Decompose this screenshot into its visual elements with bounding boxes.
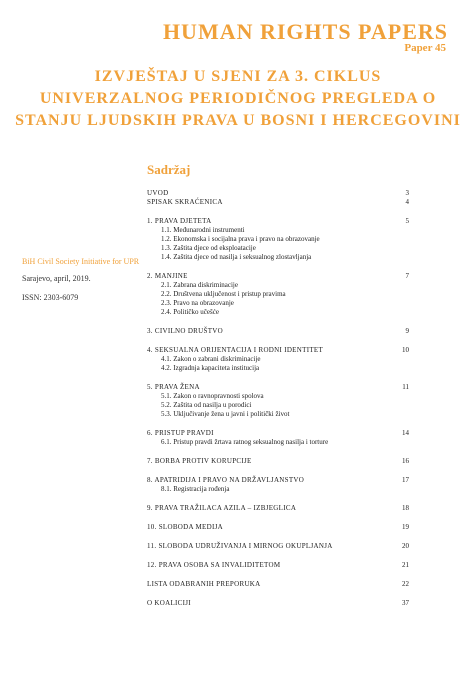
organization: BiH Civil Society Initiative for UPR <box>22 257 140 266</box>
toc-entry-page: 37 <box>402 599 409 607</box>
issn: ISSN: 2303-6079 <box>22 293 79 302</box>
toc-heading: Sadržaj <box>147 162 191 177</box>
toc-group <box>147 542 409 551</box>
series-title: HUMAN RIGHTS PAPERS <box>162 19 448 44</box>
toc-subentry[interactable] <box>147 253 409 262</box>
toc-entry-label: SPISAK SKRAĆENICA <box>147 198 223 206</box>
toc-entry[interactable] <box>147 327 409 336</box>
toc-subentry[interactable] <box>147 364 409 373</box>
toc-subentry[interactable] <box>147 226 409 235</box>
toc-subentry[interactable] <box>147 410 409 419</box>
toc-entry[interactable] <box>147 523 409 532</box>
toc-subentry-label: 2.3. Pravo na obrazovanje <box>161 299 234 307</box>
toc-entry-page: 22 <box>402 580 409 588</box>
report-title-line: IZVJEŠTAJ U SJENI ZA 3. CIKLUS <box>94 68 382 85</box>
toc-subentry-label: 4.1. Zakon o zabrani diskriminacije <box>161 355 261 363</box>
toc-entry-label: 12. PRAVA OSOBA SA INVALIDITETOM <box>147 561 281 569</box>
toc-entry[interactable] <box>147 561 409 570</box>
toc-subentry-label: 6.1. Pristup pravdi žrtava ratnog seksualnog nasilja i torture <box>161 438 329 446</box>
toc-entry-page: 18 <box>402 504 409 512</box>
toc-subentry-label: 1.2. Ekonomska i socijalna prava i pravo na obrazovanje <box>161 235 320 243</box>
toc-subentry[interactable] <box>147 355 409 364</box>
toc-subentry[interactable] <box>147 308 409 317</box>
toc-subentry[interactable] <box>147 281 409 290</box>
toc-entry[interactable] <box>147 198 409 207</box>
toc-group <box>147 189 409 207</box>
toc-subentry[interactable] <box>147 290 409 299</box>
toc-group <box>147 327 409 336</box>
paper-number: Paper 45 <box>404 42 446 54</box>
toc-entry[interactable] <box>147 383 409 392</box>
toc-entry[interactable] <box>147 504 409 513</box>
toc-group <box>147 580 409 589</box>
toc-entry-page: 11 <box>402 383 409 391</box>
toc-entry-label: 8. APATRIDIJA I PRAVO NA DRŽAVLJANSTVO <box>147 476 305 484</box>
toc-group <box>147 346 409 373</box>
report-title-line: STANJU LJUDSKIH PRAVA U BOSNI I HERCEGOVINI <box>15 112 461 129</box>
toc-entry-label: UVOD <box>147 189 169 197</box>
toc-group <box>147 599 409 608</box>
toc-group <box>147 523 409 532</box>
toc-entry-page: 9 <box>405 327 409 335</box>
toc-entry[interactable] <box>147 429 409 438</box>
toc-entry-page: 4 <box>405 198 409 206</box>
header <box>0 0 476 52</box>
toc-entry-label: 4. SEKSUALNA ORIJENTACIJA I RODNI IDENTITET <box>147 346 324 354</box>
toc-entry-page: 16 <box>402 457 409 465</box>
toc-entry-label: 3. CIVILNO DRUŠTVO <box>147 327 223 335</box>
sidebar <box>22 257 139 312</box>
place-date: Sarajevo, april, 2019. <box>22 274 91 283</box>
toc-entry-page: 17 <box>402 476 409 484</box>
toc-entry-label: 10. SLOBODA MEDIJA <box>147 523 223 531</box>
toc-entry-page: 21 <box>402 561 409 569</box>
table-of-contents <box>147 189 409 618</box>
toc-subentry[interactable] <box>147 438 409 447</box>
toc-entry-label: 5. PRAVA ŽENA <box>147 383 200 391</box>
toc-group <box>147 217 409 262</box>
toc-subentry[interactable] <box>147 299 409 308</box>
toc-entry-label: LISTA ODABRANIH PREPORUKA <box>147 580 261 588</box>
toc-group <box>147 476 409 494</box>
toc-subentry-label: 1.4. Zaštita djece od nasilja i seksualnog zlostavljanja <box>161 253 312 261</box>
toc-subentry-label: 5.1. Zakon o ravnopravnosti spolova <box>161 392 264 400</box>
toc-entry-page: 20 <box>402 542 409 550</box>
toc-entry[interactable] <box>147 542 409 551</box>
toc-group <box>147 561 409 570</box>
toc-subentry-label: 1.1. Međunarodni instrumenti <box>161 226 245 234</box>
toc-subentry[interactable] <box>147 401 409 410</box>
report-title-line: UNIVERZALNOG PERIODIČNOG PREGLEDA O <box>39 90 437 107</box>
toc-subentry-label: 4.2. Izgradnja kapaciteta institucija <box>161 364 260 372</box>
toc-subentry[interactable] <box>147 235 409 244</box>
toc-entry-page: 14 <box>402 429 409 437</box>
toc-entry-page: 10 <box>402 346 409 354</box>
toc-subentry-label: 2.4. Političko učešće <box>161 308 219 316</box>
toc-entry-label: 2. MANJINE <box>147 272 188 280</box>
toc-entry-label: 9. PRAVA TRAŽILACA AZILA – IZBJEGLICA <box>147 504 297 512</box>
toc-entry[interactable] <box>147 217 409 226</box>
toc-subentry-label: 1.3. Zaštita djece od eksploatacije <box>161 244 256 252</box>
toc-entry[interactable] <box>147 476 409 485</box>
toc-subentry[interactable] <box>147 485 409 494</box>
toc-entry-label: 1. PRAVA DJETETA <box>147 217 212 225</box>
toc-group <box>147 272 409 317</box>
toc-entry[interactable] <box>147 272 409 281</box>
toc-group <box>147 504 409 513</box>
toc-group <box>147 383 409 419</box>
toc-entry[interactable] <box>147 457 409 466</box>
toc-entry-page: 7 <box>405 272 409 280</box>
toc-group <box>147 457 409 466</box>
toc-entry-label: 7. BORBA PROTIV KORUPCIJE <box>147 457 252 465</box>
toc-subentry[interactable] <box>147 392 409 401</box>
toc-subentry-label: 8.1. Registracija rođenja <box>161 485 230 493</box>
toc-subentry[interactable] <box>147 244 409 253</box>
toc-subentry-label: 2.2. Društvena uključenost i pristup pravima <box>161 290 286 298</box>
report-title <box>0 66 476 132</box>
toc-entry-label: 11. SLOBODA UDRUŽIVANJA I MIRNOG OKUPLJANJA <box>147 542 333 550</box>
toc-entry[interactable] <box>147 346 409 355</box>
toc-entry[interactable] <box>147 599 409 608</box>
toc-entry-page: 19 <box>402 523 409 531</box>
toc-group <box>147 429 409 447</box>
toc-entry-page: 3 <box>405 189 409 197</box>
toc-subentry-label: 5.3. Uključivanje žena u javni i politički život <box>161 410 290 418</box>
toc-subentry-label: 5.2. Zaštita od nasilja u porodici <box>161 401 252 409</box>
toc-entry-label: 6. PRISTUP PRAVDI <box>147 429 214 437</box>
toc-entry[interactable] <box>147 189 409 198</box>
toc-subentry-label: 2.1. Zabrana diskriminacije <box>161 281 238 289</box>
toc-entry-label: O KOALICIJI <box>147 599 191 607</box>
toc-entry[interactable] <box>147 580 409 589</box>
toc-entry-page: 5 <box>405 217 409 225</box>
